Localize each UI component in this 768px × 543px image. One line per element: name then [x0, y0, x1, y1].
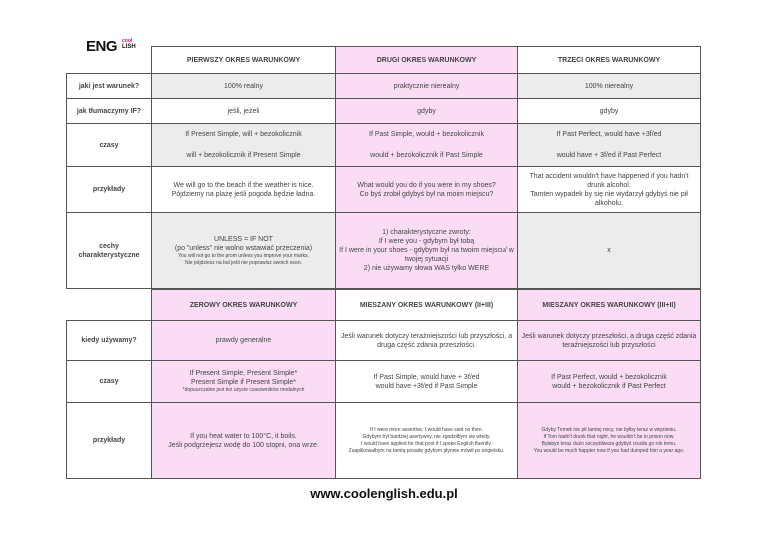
cell-line: That accident wouldn't have happened if you hadn't drunk alcohol. — [529, 172, 689, 189]
cell: gdyby — [336, 99, 518, 124]
cell — [152, 321, 336, 361]
cell — [152, 124, 336, 167]
cell — [152, 213, 336, 289]
cell-line: would + bezokolicznik if Past Perfect — [552, 382, 666, 390]
table-row — [67, 124, 701, 167]
logo-main: ENG — [86, 38, 118, 55]
cell-line: If I were you - gdybym był tobą — [378, 238, 475, 245]
cell-line: Pójdziemy na plażę jeśli pogoda będzie ładna. — [171, 190, 316, 198]
logo-lish: LISH — [122, 44, 136, 50]
cell: 100% nierealny — [518, 74, 701, 99]
table-row — [67, 99, 701, 124]
cell-line: Byłabyś teraz dużo szczęśliwsza gdybyś rzuciła go rok temu. — [541, 440, 677, 447]
cell-line: I would have applied for that post if I spoke English fluently. — [361, 440, 492, 447]
cell-line: will + bezokolicznik if Present Simple — [186, 152, 301, 159]
cell — [518, 124, 701, 167]
cell-line: Jeśli warunek dotyczy przeszłości, a druga część zdania teraźniejszości lub przyszłości — [521, 332, 697, 349]
table2-header-mixed-3-2: MIESZANY OKRES WARUNKOWY (III+II) — [518, 290, 701, 321]
conditionals-table-2 — [66, 289, 701, 479]
cell-line: Jeśli warunek dotyczy teraźniejszości lub przyszłości, a druga część zdania przeszłości. — [340, 332, 513, 349]
table2-header-zero: ZEROWY OKRES WARUNKOWY — [152, 290, 336, 321]
cell: praktycznie nierealny — [336, 74, 518, 99]
cell — [336, 167, 518, 213]
row-label-tenses: czasy — [67, 124, 152, 167]
table-row — [67, 321, 701, 361]
cell-line: If Present Simple, will + bezokolicznik — [185, 131, 302, 138]
cell — [518, 361, 701, 403]
cell-line: If you heat water to 100°C, it boils. — [190, 432, 297, 440]
cell-line: If I were more assertive, I would have said no then. — [370, 426, 483, 433]
cell-line: We will go to the beach if the weather is nice. — [173, 181, 314, 189]
table-row — [67, 213, 701, 289]
website-url: www.coolenglish.edu.pl — [310, 486, 458, 501]
cell-line: Present Simple if Present Simple* — [190, 379, 297, 386]
cell-line: You would be much happier now if you had dumped him a year ago. — [533, 447, 685, 454]
row-label-translation: jak tłumaczymy IF? — [67, 99, 152, 124]
cell — [152, 361, 336, 403]
cell-line: You will not go to the prom unless you improve your marks. — [178, 252, 309, 259]
cell-line: Zaaplikowałbym na tamtą posadę gdybym płynnie mówił po angielsku. — [348, 447, 505, 454]
logo-cool: cool — [122, 38, 133, 44]
cell-line: What would you do if you were in my shoes? — [357, 181, 496, 189]
cell-line: would have + 3f/ed if Past Perfect — [556, 152, 662, 159]
cell-line: 2) nie używamy słowa WAS tylko WERE — [363, 265, 490, 272]
cell-line: *dopuszczalne jest też użycie czasowników modalnych — [182, 387, 305, 393]
cell-line: If Past Perfect, would have +3f/ed — [556, 131, 662, 138]
cell-line: Jeśli podgrzejesz wodę do 100 stopni, ona wrze. — [168, 441, 319, 449]
table-row — [67, 74, 701, 99]
conditionals-table-1 — [66, 46, 701, 289]
row-label-usage: kiedy używamy? — [67, 321, 152, 361]
row-label-features: cechy charakterystyczne — [67, 213, 152, 289]
cell — [518, 403, 701, 479]
cell-line: Nie pójdziesz na bal jeśli nie poprawisz swoich ocen. — [184, 259, 302, 266]
table1-header-row — [67, 47, 701, 74]
cell: 100% realny — [152, 74, 336, 99]
row-label-examples: przykłady — [67, 403, 152, 479]
cell — [152, 167, 336, 213]
cell — [336, 213, 518, 289]
cell — [336, 124, 518, 167]
cell — [336, 403, 518, 479]
table1-header-third: TRZECI OKRES WARUNKOWY — [518, 47, 701, 74]
cell-line: UNLESS = IF NOT — [214, 235, 273, 243]
cell-line: would + bezokolicznik if Past Simple — [370, 152, 483, 159]
cell — [152, 403, 336, 479]
cell-line: (po "unless" nie wolno wstawiać przeczenia) — [174, 244, 313, 252]
table-row — [67, 361, 701, 403]
table2-header-row — [67, 290, 701, 321]
cell — [336, 321, 518, 361]
row-label-examples: przykłady — [67, 167, 152, 213]
cell — [518, 321, 701, 361]
cell — [518, 213, 701, 289]
table1-header-second: DRUGI OKRES WARUNKOWY — [336, 47, 518, 74]
table-row — [67, 403, 701, 479]
cell-line: If Past Simple, would have + 3f/ed — [373, 373, 480, 381]
cell-line: prawdy generalne — [215, 337, 272, 344]
cell-line: If Tom hadn't drunk that night, he wouldn't be in prison now. — [543, 433, 675, 440]
cell: gdyby — [518, 99, 701, 124]
cell-line: 1) charakterystyczne zwroty: — [382, 229, 471, 236]
table2-header-mixed-2-3: MIESZANY OKRES WARUNKOWY (II+III) — [336, 290, 518, 321]
cell-line: If I were in your shoes - gdybym był na twoim miejscu/ w twojej sytuacji — [339, 247, 514, 263]
table2-corner — [67, 290, 152, 321]
cell-line: would have +3f/ed if Past Simple — [375, 382, 478, 390]
cell-line: x — [607, 247, 611, 254]
cell-line: Co byś zrobił gdybyś był na moim miejscu? — [359, 190, 494, 198]
table1-header-first: PIERWSZY OKRES WARUNKOWY — [152, 47, 336, 74]
cell-line: If Present Simple, Present Simple* — [189, 370, 298, 377]
cell-line: Tamten wypadek by się nie wydarzył gdybyś nie pił alkoholu. — [530, 190, 688, 207]
cell — [518, 167, 701, 213]
table1-corner — [67, 47, 152, 74]
row-label-condition: jaki jest warunek? — [67, 74, 152, 99]
table-row — [67, 167, 701, 213]
cell: jeśli, jeżeli — [152, 99, 336, 124]
cell-line: If Past Perfect, would + bezokolicznik — [551, 373, 667, 381]
cell-line: Gdybym był bardziej asertywny, nie zgodziłbym się wtedy. — [362, 433, 491, 440]
cell — [336, 361, 518, 403]
row-label-tenses: czasy — [67, 361, 152, 403]
cell-line: Gdyby Tomek nie pił tamtej nocy, nie byłby teraz w więzieniu. — [541, 426, 677, 433]
cell-line: If Past Simple, would + bezokolicznik — [369, 131, 484, 138]
